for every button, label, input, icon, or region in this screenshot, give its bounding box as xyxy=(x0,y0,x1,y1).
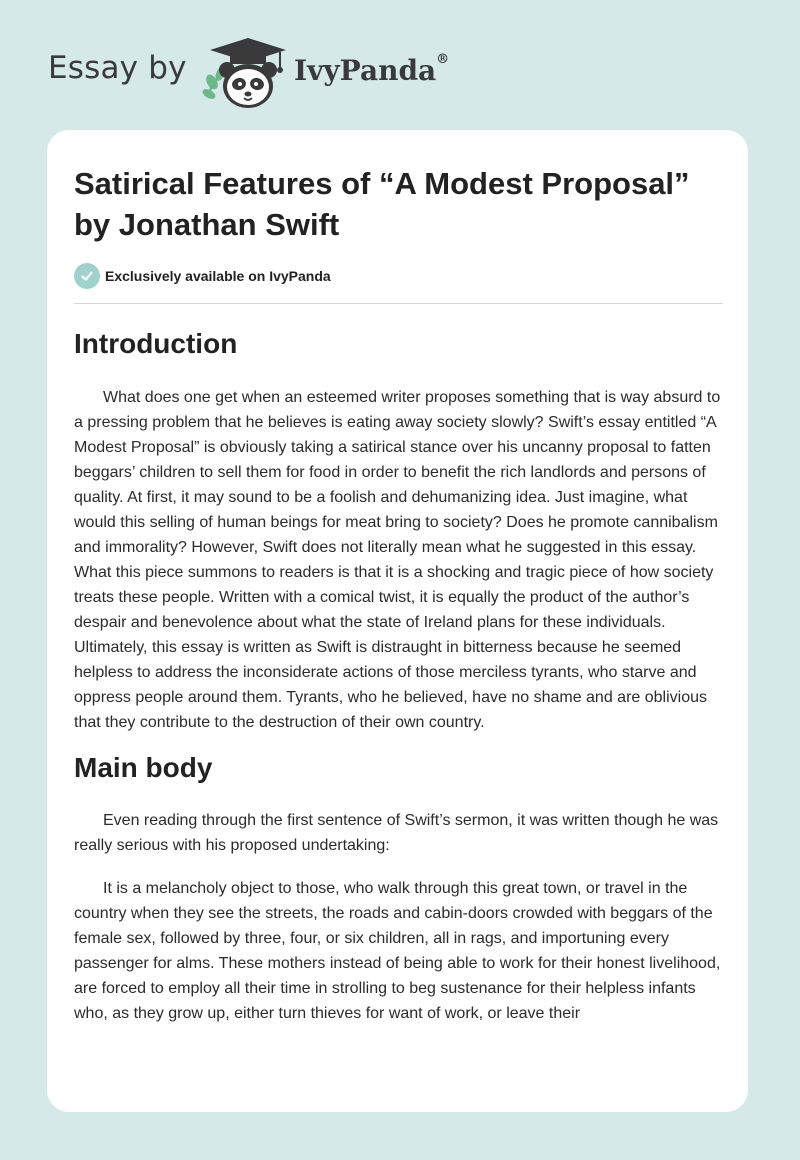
site-brand[interactable] xyxy=(48,34,508,114)
essay-content xyxy=(74,324,724,1026)
panda-logo-icon xyxy=(200,34,292,110)
exclusive-badge-label: Exclusively available on IvyPanda xyxy=(105,268,331,284)
brand-prefix: Essay by xyxy=(48,50,187,86)
section-heading-main-body: Main body xyxy=(74,752,213,783)
brand-name: IvyPanda® xyxy=(294,52,450,87)
paragraph: Even reading through the first sentence of Swift’s sermon, it was written though he was really serious with his proposed undertaking: xyxy=(74,812,719,854)
paragraph: What does one get when an esteemed writer proposes something that is way absurd to a pressing problem that he believes is eating away society slowly? Swift’s essay entitled “A Modest Proposal” is obviously taking a satirical stance over his uncanny proposal to fatten beggars’ children to sell them for food in order to benefit the rich landlords and persons of quality. At first, it may sound to be a foolish and dehumanizing idea. Just imagine, what would this selling of human beings for meat bring to society? Does he promote cannibalism and immorality? However, Swift does not literally mean what he suggested in this essay. What this piece summons to readers is that it is a shocking and tragic piece of how society treats these people. Written with a comical twist, it is equally the product of the author’s despair and benevolence about what the state of Ireland plans for these individuals. Ultimately, this essay is written as Swift is distraught in bitterness because he seemed helpless to address the inconsiderate actions of those merciless tyrants, who starve and oppress people around them. Tyrants, who he believed, have no shame and are oblivious that they contribute to the destruction of their own country. xyxy=(74,389,721,731)
divider xyxy=(74,303,723,304)
block-quote-paragraph: It is a melancholy object to those, who walk through this great town, or travel in the country when they see the streets, the roads and cabin-doors crowded with beggars of the female sex, followed by three, four, or six children, all in rags, and importuning every passenger for alms. These mothers instead of being able to work for their honest livelihood, are forced to employ all their time in strolling to beg sustenance for their helpless infants who, as they grow up, either turn thieves for want of work, or leave their xyxy=(74,880,721,1022)
check-icon xyxy=(74,263,100,289)
section-heading-introduction: Introduction xyxy=(74,328,238,359)
exclusive-badge xyxy=(74,263,331,289)
essay-card xyxy=(47,130,748,1112)
page-title: Satirical Features of “A Modest Proposal” by Jonathan Swift xyxy=(74,166,690,242)
